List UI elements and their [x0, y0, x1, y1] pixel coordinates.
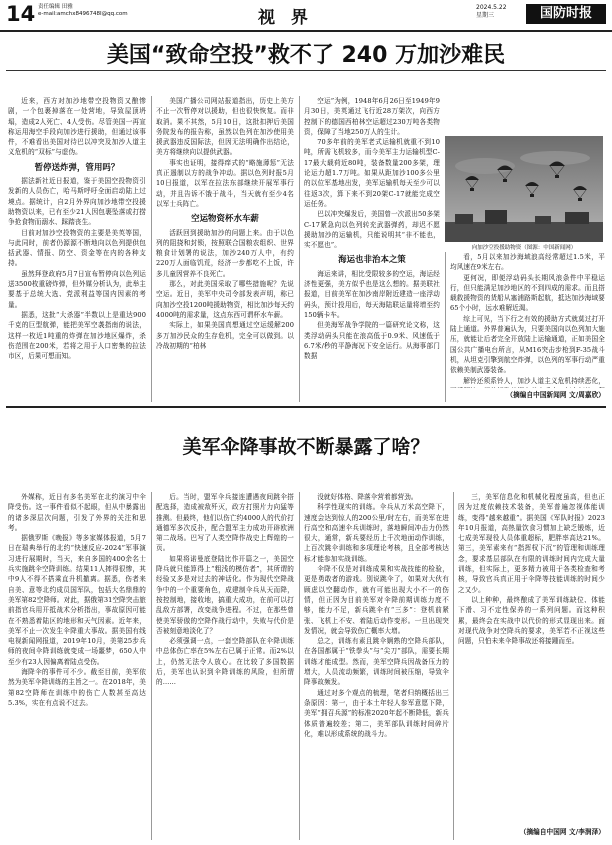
airdrop-photo-image: [445, 136, 603, 242]
divider: [6, 70, 606, 71]
editor-info: [38, 4, 128, 18]
paragraph: 伞降不仅是对训练成果和实战技能的检验，更是勇敢者的游戏。别说跳伞了，如果对大伙有顾虑以空翻动作，就有可能出现大小不一的伤情，但正因为目前美军对伞降前期训练力度不够，能力不足，新兵跳伞有“三多”：登机前紧张、飞机上不安、着陆后动作变形。一旦出现突发情况，就会导致伤亡概率大增。: [304, 565, 449, 635]
airdrop-photo: [445, 136, 603, 242]
photo-caption: 向加沙空投援助物资（图源：中国新闻网）: [471, 245, 577, 251]
paragraph: 虽然拜登政府5月7日宣布暂停向以色列运送3500枚重磅炸弹，但外媒分析认为，此举主要基于总统大选、党派利益等国内因素的考量。: [8, 269, 146, 309]
paragraph: 综上可见，当下行之有效的援助方式就莫过打开陆上通道。外界普遍认为，只要美国向以色列加大施压，就能让后者完全开放陆上运输通道，正如美国全国公共广播电台所言，从M16突击步枪到F-35战斗机，从坦克引擎到航空炸弹，以色列的军事行动严重依赖美制武器装备。: [450, 314, 605, 375]
email-line: e-mail:amchx8496748I@qq.com: [38, 11, 128, 17]
article2-source: （摘编自中国网 文/李润泽）: [519, 828, 605, 836]
paragraph: 据悉，这批“大杀器”半数以上是重达900千克的巨型航弹，能把美军空袭指南的说法，这样一枚近1吨重的炸弹在加沙地区爆炸，杀伤范围在200米，若将之用于人口密集的拉法市区，后果可想而知。: [8, 310, 146, 361]
article1-column-4: [450, 252, 605, 388]
paragraph: 通过对多个观点的梳理，笔者归纳概括出三条原因：第一，由于本土年轻人参军意愿下降，美军“拥召兵源”的标准2020年起不断降低，新兵体质普遍较差；第二，美军部队训练时间碎片化，难以形成系统的战斗力。: [304, 688, 449, 738]
paragraph: 据法新社近日报道，鉴于美国空投物资引发新的人员伤亡，哈马斯呼吁全面启动陆上过境点。据统计，自2月外界向加沙地带空投援助物资以来，已有至少21人因包裹坠落或打捞争抢食物而溺水、踩踏丧生。: [8, 177, 146, 227]
section-title: 视 界: [258, 8, 313, 28]
paragraph: 近来，西方对加沙地带空投物资又酿惨剧，一个包裹掉落在一处营地，导致屋顶坍塌，造成2人死亡、4人受伤。尽管美国一再宣称运用海空手段向加沙进行援助，但通过该事件，不难看出美国对待巴以冲突及加沙人道主义危机的“双标”与虚伪。: [8, 97, 146, 157]
paragraph: 如果将诺曼底登陆比作开篇之一，美国空降兵就只能算得上“粗浅的模仿者”，其所谓的经验又多是对过去的神话化。作为现代空降战争中的一个重要角色，成建制伞兵从天而降，按控制地，接收地，搞重大成功，在前可以打乱敌方部署，改变战争进程。不过，在那些曾使美军骄傲的空降作战行动中，失败与代价是否被刻意地淡化了？: [156, 554, 294, 635]
paragraph: 那么，对此美国采取了哪些措施呢？先说空运。近日，美军中央司令部发表声明，称已向加沙空投1200吨援助物资，相比加沙每天约4000吨的需求量，这点东西可谓杯水车薪。: [156, 280, 294, 319]
paragraph: 空运”为例，1948年6月26日至1949年9月30日，美英通过飞行近28万架次，向西方控制下的德国西柏林空运超过230万吨各类物资，保障了当地250万人的生计。: [304, 97, 440, 136]
paragraph: 实际上，如果美国真想通过空运缓解200多万加沙民众的生存危机，完全可以做到。以冷战初期的“柏林: [156, 321, 294, 350]
paragraph: 海运来讲，相比受限较多的空运，海运经济性更强，美方似乎也是这么想的。据美联社报道，目前美军在加沙南岸附近建造一座浮动码头，预计投用后，每天海陆联运量将增至约150辆卡车。: [304, 269, 440, 319]
column-rule: [445, 252, 446, 402]
paragraph: 巴以冲突爆发后，美国曾一次派出50多架C-17紧急向以色列转充武器弹药，却迟不愿援助加沙的运输机，只能说明其“非不能也，实不愿也”。: [304, 210, 440, 250]
section-divider: [6, 406, 606, 408]
masthead-logo: 国防时报: [526, 4, 606, 24]
article1-column-3: [304, 96, 440, 402]
column-rule: [151, 492, 152, 840]
paragraph: 活跃回到援助加沙的问题上来。由于以色列的阻挠和封锁，按照联合国粮农组织、世界粮食计划署的说法，加沙240万人中，有约220万人面临饥荒，经济一步都吃不上饭，许多儿童因营养不良死亡。: [156, 228, 294, 278]
paragraph: 70多年前的美军老式运输机就重不到10吨，所需飞机较多，而今美军主力运输机型C-17最大载荷近80吨，装备数量200多架，理论运力超1.7万吨。如果从距加沙100多公里的以位军基地出发，美军运输机每天至少可以往返3次，算下来不到20架C-17就能完成空运任务。: [304, 138, 440, 208]
column-rule: [151, 96, 152, 402]
column-rule: [453, 492, 454, 840]
paragraph: 三，美军信息化和机械化程度虽高，但也正因为过度依赖技术装备，美军普遍忽视体能训练，变得“越来越重”。据美国《军队时报》2023年10月报道，高热量饮食习惯加上缺乏锻炼，近七成美军现役人员体重超标，肥胖率高达21%。第三，美军素来有“指挥权下沉”的管理和训练理念，要求基层部队在有限的训练时间内完成大量训练，但实际上，更多精力被用于各类检查和考核，导致官兵真正用于伞降等技能训练的时间少之又少。: [458, 493, 605, 594]
article1-headline: 美国“致命空投”救不了 240 万加沙难民: [106, 43, 506, 68]
page-header: [0, 0, 612, 32]
paragraph: 美国广播公司网站报道指出，历史上美方不止一次暂停对以援助，但也很快恢复。而非取消。果不其然，5月10日，这批扣押后美国务院发布的报告称，虽然以色列在加沙使用美援武器违反国际法，但因无法明确作出结论，美方将继续向以提供武器。: [156, 97, 294, 157]
paragraph: 没就好体格、降落伞营着都营劲。: [317, 493, 418, 501]
column-rule: [299, 492, 300, 840]
article2-column-3: [304, 492, 449, 840]
article2-column-2: [156, 492, 294, 840]
paragraph: 据俄罗斯《晚报》等多家媒体报道，5月7日在瑞典举行的北约“快速反应-2024”军事演习进行展期时，当天，来自多国的400余名士兵实施跳伞空降训练。结果11人摔得很惨，其中9人不得不搭乘直升机撤离。据悉，伤者来自美、意等北约成员国军队，包括大名鼎鼎的美军第82空降师。对此，据俄第31空降突击旅前指官兵用开抵战术分析指出，事故原因可能在不熟悉着陆区的地形和天气因素。近年来，美军不止一次发生伞降重大事故。据美国有线电视新闻网报道，2019年10月，美第25步兵师的夜间伞降训练就变成一场噩梦，650人中至少有23人因偏离着陆点受伤。: [8, 534, 146, 666]
paragraph: 但美海军战争学院的一篇研究论文称，这类浮动码头只能在浪高低于0.9米、风速低于6.7米/秒的平静海况下安全运行。从海事部门数据: [304, 321, 440, 361]
issue-date: [476, 4, 507, 20]
paragraph: 目前对加沙空投物资的主要是美英等国，与此同时，前者仍源源不断地向以色列提供包括武器、情报、防空、资金等在内的各种支持。: [8, 228, 146, 268]
article1-column-2: [156, 96, 294, 402]
date-line: 2024.5.22: [476, 4, 507, 11]
editor-line: 责任编辑 田雅: [38, 4, 73, 10]
subheading: 空运物资杯水车薪: [191, 213, 259, 224]
article2-column-1: [8, 492, 146, 840]
article1-source: （摘编自中国新闻网 文/周嘉欣）: [506, 391, 605, 399]
paragraph: 更何况，即便浮动码头长期风浪条件中平稳运行，但只能满足加沙地区的不到四成的需求。而且搭载救援物资的货船从塞浦路斯起航，抵达加沙海域要65个小时，远水难解近渴。: [450, 273, 605, 313]
paragraph: 海降伞的事件可不少。截至目前，美军依然为美军伞降训练的主旨之一。在2018年，美第82空降师在训练中的伤亡人数甚至高达5.3%，实在有点说不过去。: [8, 668, 146, 707]
article1-column-1: [8, 96, 146, 402]
weekday-line: 星期三: [476, 12, 495, 19]
paragraph: 事实也证明，接得痒式的“略施薄惩”无法真正遏制以方的战争冲动。据以色列时报5月10日报道，以军在拉法东部继续开展军事行动，并且告诉不饿于战斗，当天就有至少4名以军士兵阵亡。: [156, 158, 294, 208]
paragraph: 总之，训练有素且跳伞娴熟的空降兵部队，在各国都属于“铁拳头”与“尖刀”部队，需要长期训练才能成型。然而，美军空降兵因战备压力的增大，人员流动频繁，训练时间被压缩，导致伞降事故频发。: [304, 637, 449, 687]
article2-headline: 美军伞降事故不断暴露了啥？: [182, 436, 430, 458]
article2-column-4: [458, 492, 605, 826]
paragraph: 后。当时，盟军伞兵接连遭遇夜间跳伞搭配选择，造成被敌歼灭，政方打照片力向猛等推测。但最终，他们以伤亡约4000人的代价打通德军多次反扑，配合盟军主力成功开辟欧洲第二战场。巴写了人类空降作战史上辉煌的一页。: [156, 493, 294, 553]
subheading: 海运也非治本之策: [338, 254, 406, 265]
paragraph: 看，5月以来加沙海域浪高经常超过1.5米，平均风速在9米左右。: [450, 253, 605, 272]
subheading: 暂停送炸弹，管用吗？: [34, 161, 120, 172]
paragraph: 解铃还须系铃人，加沙人道主义危机持续恶化，: [463, 376, 605, 385]
column-rule: [299, 96, 300, 402]
paragraph: 必须强调一点，一套空降部队在伞降训练中总体伤亡率在5%左右已属于正常。而2%以上，仍然无法令人放心。在比较了多国数据后，美军也认识到伞降训练的风险，但所谓的……: [156, 637, 294, 687]
paragraph: 以上种种，最终酿成了美军训练缺位、体能下滑、习不定性保养的一系列问题。而这种积累，最终会在实战中以代价的形式显现出来。面对现代战争对空降兵的要求，美军若不正视这些问题，只怕未来伞降事故还将接踵而至。: [458, 595, 605, 646]
paragraph: 科学性现实的训练。伞兵从万米高空降下，速度会达到惊人的200公里/时左右，而美军在进行高空和高速伞兵训练时，落地瞬间冲击力仍然很大，通常，新兵要经历上千次地面动作训练，上百次跳伞训练和多项理论考核，且全部考核达标才能参加实战训练。: [304, 503, 449, 563]
page-number: 14: [6, 2, 36, 26]
paragraph: 外媒称，近日有多名美军在北约演习中伞降受伤。这一事件看似不起眼，但从中暴露出的诸多深层次问题，引发了外界的关注和思考。: [8, 493, 146, 532]
